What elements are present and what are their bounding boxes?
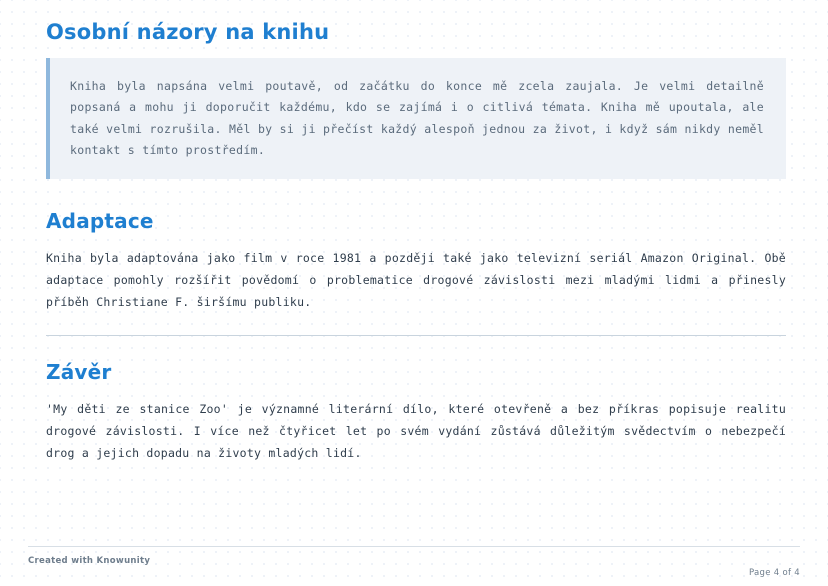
quote-text: Kniha byla napsána velmi poutavě, od začátku do konce mě zcela zaujala. Je velmi detailně popsaná a mohu ji doporučit každému, kdo se zajímá i o citlivá témata. Kniha mě upoutala, ale také velmi rozrušila. Měl by si ji přečíst každý alespoň jednou za život, i když sám nikdy neměl kontakt s tímto prostředím. [70, 79, 764, 157]
footer-credit: Created with Knowunity [28, 556, 151, 566]
quote-block [46, 58, 786, 179]
section-adaptation [46, 209, 786, 313]
paragraph-adaptation: Kniha byla adaptována jako film v roce 1981 a později také jako televizní seriál Amazon Original. Obě adaptace pomohly rozšířit povědomí o problematice drogové závislosti mezi mladými lidmi a přinesly příběh Christiane F. širšímu publiku. [46, 251, 786, 310]
footer-divider [28, 546, 800, 547]
paragraph-conclusion: 'My děti ze stanice Zoo' je významné literární dílo, které otevřeně a bez příkras popisuje realitu drogové závislosti. I více než čtyřicet let po svém vydání zůstává důležitým svědectvím o nebezpečí drog a jejich dopadu na životy mladých lidí. [46, 402, 786, 461]
section-opinions [46, 20, 786, 179]
paragraph-conclusion-wrapper [46, 398, 786, 464]
document-content [46, 20, 786, 483]
page-footer [0, 546, 828, 586]
section-divider [46, 335, 786, 336]
section-conclusion [46, 360, 786, 464]
section-heading-adaptation: Adaptace [46, 209, 154, 234]
footer-page-number: Page 4 of 4 [749, 568, 800, 578]
section-heading-conclusion: Závěr [46, 360, 112, 385]
page-title: Osobní názory na knihu [46, 20, 330, 44]
paragraph-adaptation-wrapper [46, 247, 786, 313]
